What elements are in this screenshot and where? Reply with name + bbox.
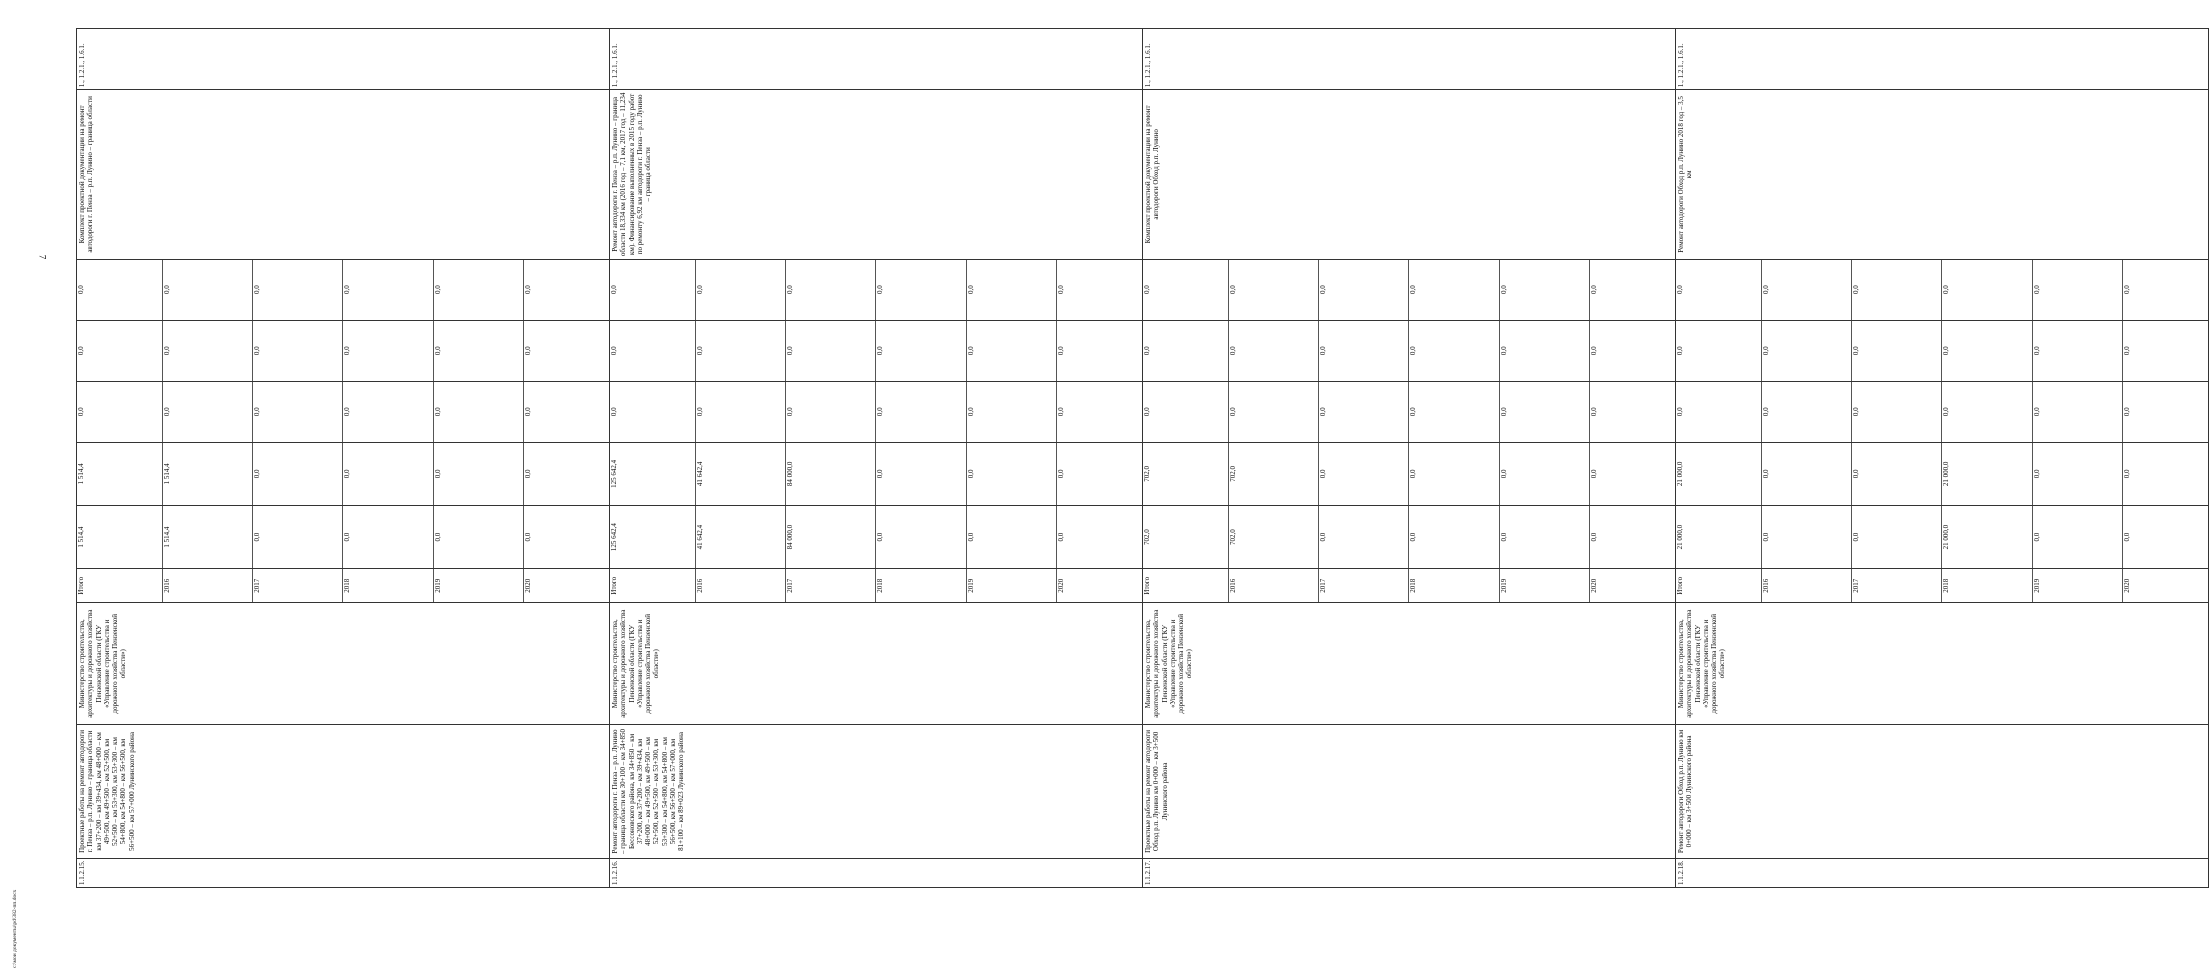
regional-budget-cell: [1143, 442, 1676, 505]
other-sources-value: 0,0: [1319, 260, 1409, 320]
regional-budget-value: 0,0: [1409, 443, 1499, 505]
other-sources-value: 0,0: [1852, 260, 1942, 320]
work-name: Проектные работы на ремонт автодороги Обход р.п. Лунино км 0+000 – км 3+500 Лунинского района: [1143, 725, 1676, 858]
federal-budget-value: 0,0: [1056, 407, 1065, 417]
executor: Министерство строительства, архитектуры и дорожного хозяйства Пензенской области (ГКУ «Управление строительства и дорожного хозяйства Пензенской области»): [1143, 603, 1676, 725]
total-cell: [1143, 506, 1676, 569]
federal-budget-value: 0,0: [343, 382, 433, 442]
federal-budget-value: 0,0: [1409, 382, 1499, 442]
year-value: 2017: [786, 569, 876, 602]
federal-budget-value: 0,0: [433, 382, 523, 442]
local-budget-value: 0,0: [163, 321, 253, 381]
other-sources-value: 0,0: [1942, 260, 2032, 320]
other-sources-value: 0,0: [1676, 260, 1762, 320]
regional-budget-value: 0,0: [2122, 469, 2131, 479]
other-sources-list: [77, 260, 609, 320]
total-value: 0,0: [1852, 506, 1942, 568]
local-budget-value: 0,0: [2122, 346, 2131, 356]
row-number: 1.1.2.17.: [1143, 858, 1676, 887]
regional-budget-value: 0,0: [2032, 443, 2122, 505]
local-budget-value: 0,0: [1409, 321, 1499, 381]
federal-budget-value: 0,0: [610, 382, 696, 442]
federal-budget-value: 0,0: [2122, 407, 2131, 417]
other-sources-value: 0,0: [786, 260, 876, 320]
regional-budget-list: [610, 443, 1142, 505]
federal-budget-value: 0,0: [1589, 407, 1598, 417]
total-value: 0,0: [2122, 532, 2131, 542]
other-sources-value: 0,0: [1056, 285, 1065, 295]
total-value: 21 000,0: [1676, 506, 1762, 568]
year-value: 2018: [1409, 569, 1499, 602]
regional-budget-value: 0,0: [1499, 443, 1589, 505]
total-value: 21 000,0: [1942, 506, 2032, 568]
other-sources-value: 0,0: [876, 260, 966, 320]
federal-budget-list: [77, 382, 609, 442]
federal-budget-value: 0,0: [696, 382, 786, 442]
other-sources-value: 0,0: [1499, 260, 1589, 320]
table-row: [1143, 29, 1676, 888]
year-cell: [1676, 569, 2209, 603]
year-value: 2017: [253, 569, 343, 602]
federal-budget-cell: [77, 381, 610, 442]
federal-budget-cell: [1143, 381, 1676, 442]
total-value: 0,0: [1319, 506, 1409, 568]
total-value: 0,0: [1409, 506, 1499, 568]
local-budget-value: 0,0: [876, 321, 966, 381]
regional-budget-value: 702,0: [1143, 443, 1229, 505]
local-budget-value: 0,0: [1319, 321, 1409, 381]
other-sources-value: 0,0: [163, 260, 253, 320]
expected-result: Комплект проектной документации на ремонт автодороги Обход р.п. Лунино: [1143, 90, 1676, 260]
total-cell: [610, 506, 1143, 569]
federal-budget-value: 0,0: [1762, 382, 1852, 442]
total-value: 0,0: [876, 506, 966, 568]
rotated-table-stage: [76, 28, 2131, 888]
other-sources-value: 0,0: [523, 285, 532, 295]
footer-path: c:\мои документы\pd\382-пп.docx: [12, 889, 18, 968]
year-value: 2020: [1056, 578, 1065, 593]
year-list: [1143, 569, 1675, 602]
regional-budget-value: 0,0: [1762, 443, 1852, 505]
year-list: [77, 569, 609, 602]
other-sources-value: 0,0: [2122, 285, 2131, 295]
regional-budget-value: 1 514,4: [163, 443, 253, 505]
table-row: [77, 29, 610, 888]
local-budget-value: 0,0: [343, 321, 433, 381]
total-value: 0,0: [2032, 506, 2122, 568]
federal-budget-value: 0,0: [77, 382, 163, 442]
other-sources-list: [1143, 260, 1675, 320]
federal-budget-list: [610, 382, 1142, 442]
federal-budget-value: 0,0: [1319, 382, 1409, 442]
total-list: [77, 506, 609, 568]
year-value: 2016: [1229, 569, 1319, 602]
total-value: 0,0: [1589, 532, 1598, 542]
regional-budget-value: 125 642,4: [610, 443, 696, 505]
other-sources-value: 0,0: [610, 260, 696, 320]
other-sources-value: 0,0: [1409, 260, 1499, 320]
table-row: [1676, 29, 2209, 888]
federal-budget-value: 0,0: [1499, 382, 1589, 442]
federal-budget-value: 0,0: [786, 382, 876, 442]
local-budget-list: [1143, 321, 1675, 381]
federal-budget-value: 0,0: [1143, 382, 1229, 442]
regional-budget-value: 21 000,0: [1676, 443, 1762, 505]
executor: Министерство строительства, архитектуры и дорожного хозяйства Пензенской области (ГКУ «Управление строительства и дорожного хозяйства Пензенской области»): [1676, 603, 2209, 725]
local-budget-value: 0,0: [77, 321, 163, 381]
table-row: [610, 29, 1143, 888]
local-budget-value: 0,0: [1942, 321, 2032, 381]
total-list: [1676, 506, 2208, 568]
local-budget-value: 0,0: [1143, 321, 1229, 381]
total-value: 0,0: [1762, 506, 1852, 568]
total-value: 84 000,0: [786, 506, 876, 568]
total-value: 1 514,4: [77, 506, 163, 568]
year-value: 2019: [433, 569, 523, 602]
total-value: 125 642,4: [610, 506, 696, 568]
page-number: 7: [37, 254, 48, 260]
year-value: Итого: [1143, 569, 1229, 602]
regional-budget-list: [1676, 443, 2208, 505]
other-sources-list: [610, 260, 1142, 320]
total-value: 0,0: [343, 506, 433, 568]
federal-budget-value: 0,0: [876, 382, 966, 442]
regional-budget-value: 702,0: [1229, 443, 1319, 505]
year-value: 2017: [1319, 569, 1409, 602]
federal-budget-value: 0,0: [1942, 382, 2032, 442]
other-sources-value: 0,0: [696, 260, 786, 320]
local-budget-value: 0,0: [610, 321, 696, 381]
indicator-refs: 1., 1.2.1., 1.6.1.: [77, 29, 610, 90]
local-budget-cell: [610, 320, 1143, 381]
local-budget-value: 0,0: [786, 321, 876, 381]
regional-budget-value: 0,0: [1852, 443, 1942, 505]
regional-budget-value: 0,0: [1589, 469, 1598, 479]
year-value: 2016: [696, 569, 786, 602]
other-sources-value: 0,0: [966, 260, 1056, 320]
work-name: Ремонт автодороги Обход р.п. Лунино км 0+000 – км 3+500 Лунинского района: [1676, 725, 2209, 858]
regional-budget-value: 0,0: [523, 469, 532, 479]
executor: Министерство строительства, архитектуры и дорожного хозяйства Пензенской области (ГКУ «Управление строительства и дорожного хозяйства Пензенской области»): [77, 603, 610, 725]
total-list: [1143, 506, 1675, 568]
local-budget-value: 0,0: [696, 321, 786, 381]
total-value: 41 642,4: [696, 506, 786, 568]
regional-budget-cell: [610, 442, 1143, 505]
year-list: [1676, 569, 2208, 602]
year-value: Итого: [77, 569, 163, 602]
row-number: 1.1.2.16.: [610, 858, 1143, 887]
local-budget-value: 0,0: [1852, 321, 1942, 381]
total-value: 0,0: [253, 506, 343, 568]
executor: Министерство строительства, архитектуры и дорожного хозяйства Пензенской области (ГКУ «Управление строительства и дорожного хозяйства Пензенской области»): [610, 603, 1143, 725]
other-sources-value: 0,0: [77, 260, 163, 320]
regional-budget-value: 21 000,0: [1942, 443, 2032, 505]
local-budget-cell: [77, 320, 610, 381]
federal-budget-value: 0,0: [523, 407, 532, 417]
other-sources-cell: [1143, 259, 1676, 320]
work-name: Ремонт автодороги г. Пенза – р.п. Лунино – граница области км 30+100 – км 34+850 Бессоновского района, км 34+850 – км 37+200, км 37+200 – км 39+434, км 48+000 – км 49+500, км 49+500 – км 52+500, км 52+500 – км 53+300, км 53+300 – км 54+800, км 54+800 – км 56+500, км 56+500 – км 57+000, км 81+100 – км 89+023 Лунинского района: [610, 725, 1143, 858]
federal-budget-value: 0,0: [2032, 382, 2122, 442]
federal-budget-value: 0,0: [163, 382, 253, 442]
local-budget-value: 0,0: [1762, 321, 1852, 381]
year-value: 2018: [1942, 569, 2032, 602]
regional-budget-value: 0,0: [1319, 443, 1409, 505]
year-value: 2018: [876, 569, 966, 602]
regional-budget-value: 0,0: [253, 443, 343, 505]
regional-budget-value: 41 642,4: [696, 443, 786, 505]
year-value: 2020: [2122, 578, 2131, 593]
local-budget-value: 0,0: [1499, 321, 1589, 381]
total-value: 702,0: [1229, 506, 1319, 568]
indicator-refs: 1., 1.2.1., 1.6.1.: [1676, 29, 2209, 90]
total-list: [610, 506, 1142, 568]
other-sources-value: 0,0: [1762, 260, 1852, 320]
local-budget-value: 0,0: [2032, 321, 2122, 381]
local-budget-list: [77, 321, 609, 381]
other-sources-value: 0,0: [343, 260, 433, 320]
year-value: 2019: [1499, 569, 1589, 602]
federal-budget-value: 0,0: [253, 382, 343, 442]
regional-budget-value: 0,0: [1056, 469, 1065, 479]
regional-budget-value: 0,0: [433, 443, 523, 505]
year-value: 2016: [1762, 569, 1852, 602]
expected-result: Комплект проектной документации на ремонт автодороги г. Пенза – р.п. Лунино – граница области: [77, 90, 610, 260]
table-body: [77, 29, 2209, 888]
year-value: Итого: [610, 569, 696, 602]
program-table: [76, 28, 2209, 888]
other-sources-value: 0,0: [253, 260, 343, 320]
regional-budget-list: [1143, 443, 1675, 505]
local-budget-cell: [1676, 320, 2209, 381]
federal-budget-cell: [610, 381, 1143, 442]
other-sources-value: 0,0: [1589, 285, 1598, 295]
other-sources-cell: [77, 259, 610, 320]
federal-budget-value: 0,0: [1676, 382, 1762, 442]
year-value: Итого: [1676, 569, 1762, 602]
total-cell: [77, 506, 610, 569]
other-sources-value: 0,0: [1229, 260, 1319, 320]
local-budget-value: 0,0: [1056, 346, 1065, 356]
local-budget-value: 0,0: [1676, 321, 1762, 381]
regional-budget-list: [77, 443, 609, 505]
total-value: 0,0: [523, 532, 532, 542]
other-sources-list: [1676, 260, 2208, 320]
year-cell: [77, 569, 610, 603]
other-sources-cell: [610, 259, 1143, 320]
year-value: 2018: [343, 569, 433, 602]
local-budget-value: 0,0: [433, 321, 523, 381]
year-value: 2019: [2032, 569, 2122, 602]
total-value: 0,0: [433, 506, 523, 568]
other-sources-value: 0,0: [2032, 260, 2122, 320]
year-cell: [610, 569, 1143, 603]
local-budget-cell: [1143, 320, 1676, 381]
federal-budget-cell: [1676, 381, 2209, 442]
local-budget-value: 0,0: [1229, 321, 1319, 381]
local-budget-value: 0,0: [253, 321, 343, 381]
year-cell: [1143, 569, 1676, 603]
regional-budget-cell: [1676, 442, 2209, 505]
year-value: 2017: [1852, 569, 1942, 602]
expected-result: Ремонт автодороги Обход р.п. Лунино 2018 год – 3,5 км: [1676, 90, 2209, 260]
row-number: 1.1.2.18.: [1676, 858, 2209, 887]
expected-result: Ремонт автодороги г. Пенза – р.п. Лунино – граница области 18,334 км (2016 год – 7,1 км, 2017 год – 11,234 км). Финансирование выполненных в 2015 году работ по ремонту 6,92 км автодороги г. Пенза – р.п. Лунино – граница области: [610, 90, 1143, 260]
regional-budget-value: 0,0: [966, 443, 1056, 505]
year-value: 2020: [523, 578, 532, 593]
other-sources-value: 0,0: [433, 260, 523, 320]
regional-budget-value: 0,0: [343, 443, 433, 505]
total-value: 1 514,4: [163, 506, 253, 568]
year-list: [610, 569, 1142, 602]
local-budget-list: [1676, 321, 2208, 381]
local-budget-value: 0,0: [523, 346, 532, 356]
federal-budget-list: [1143, 382, 1675, 442]
indicator-refs: 1., 1.2.1., 1.6.1.: [610, 29, 1143, 90]
regional-budget-value: 84 000,0: [786, 443, 876, 505]
row-number: 1.1.2.15.: [77, 858, 610, 887]
local-budget-value: 0,0: [966, 321, 1056, 381]
regional-budget-value: 0,0: [876, 443, 966, 505]
total-cell: [1676, 506, 2209, 569]
year-value: 2020: [1589, 578, 1598, 593]
total-value: 0,0: [1056, 532, 1065, 542]
other-sources-cell: [1676, 259, 2209, 320]
total-value: 0,0: [1499, 506, 1589, 568]
regional-budget-cell: [77, 442, 610, 505]
local-budget-list: [610, 321, 1142, 381]
work-name: Проектные работы на ремонт автодороги г. Пенза – р.п. Лунино – граница области км 37+200 – км 39+434, км 48+000 – км 49+500, км 49+500 – км 52+500, км 52+500 – км 53+300, км 53+300 – км 54+800, км 54+800 – км 56+500, км 56+500 – км 57+000 Лунинского района: [77, 725, 610, 858]
total-value: 0,0: [966, 506, 1056, 568]
federal-budget-value: 0,0: [1229, 382, 1319, 442]
federal-budget-list: [1676, 382, 2208, 442]
local-budget-value: 0,0: [1589, 346, 1598, 356]
federal-budget-value: 0,0: [1852, 382, 1942, 442]
year-value: 2016: [163, 569, 253, 602]
indicator-refs: 1., 1.2.1., 1.6.1.: [1143, 29, 1676, 90]
federal-budget-value: 0,0: [966, 382, 1056, 442]
other-sources-value: 0,0: [1143, 260, 1229, 320]
total-value: 702,0: [1143, 506, 1229, 568]
year-value: 2019: [966, 569, 1056, 602]
regional-budget-value: 1 514,4: [77, 443, 163, 505]
